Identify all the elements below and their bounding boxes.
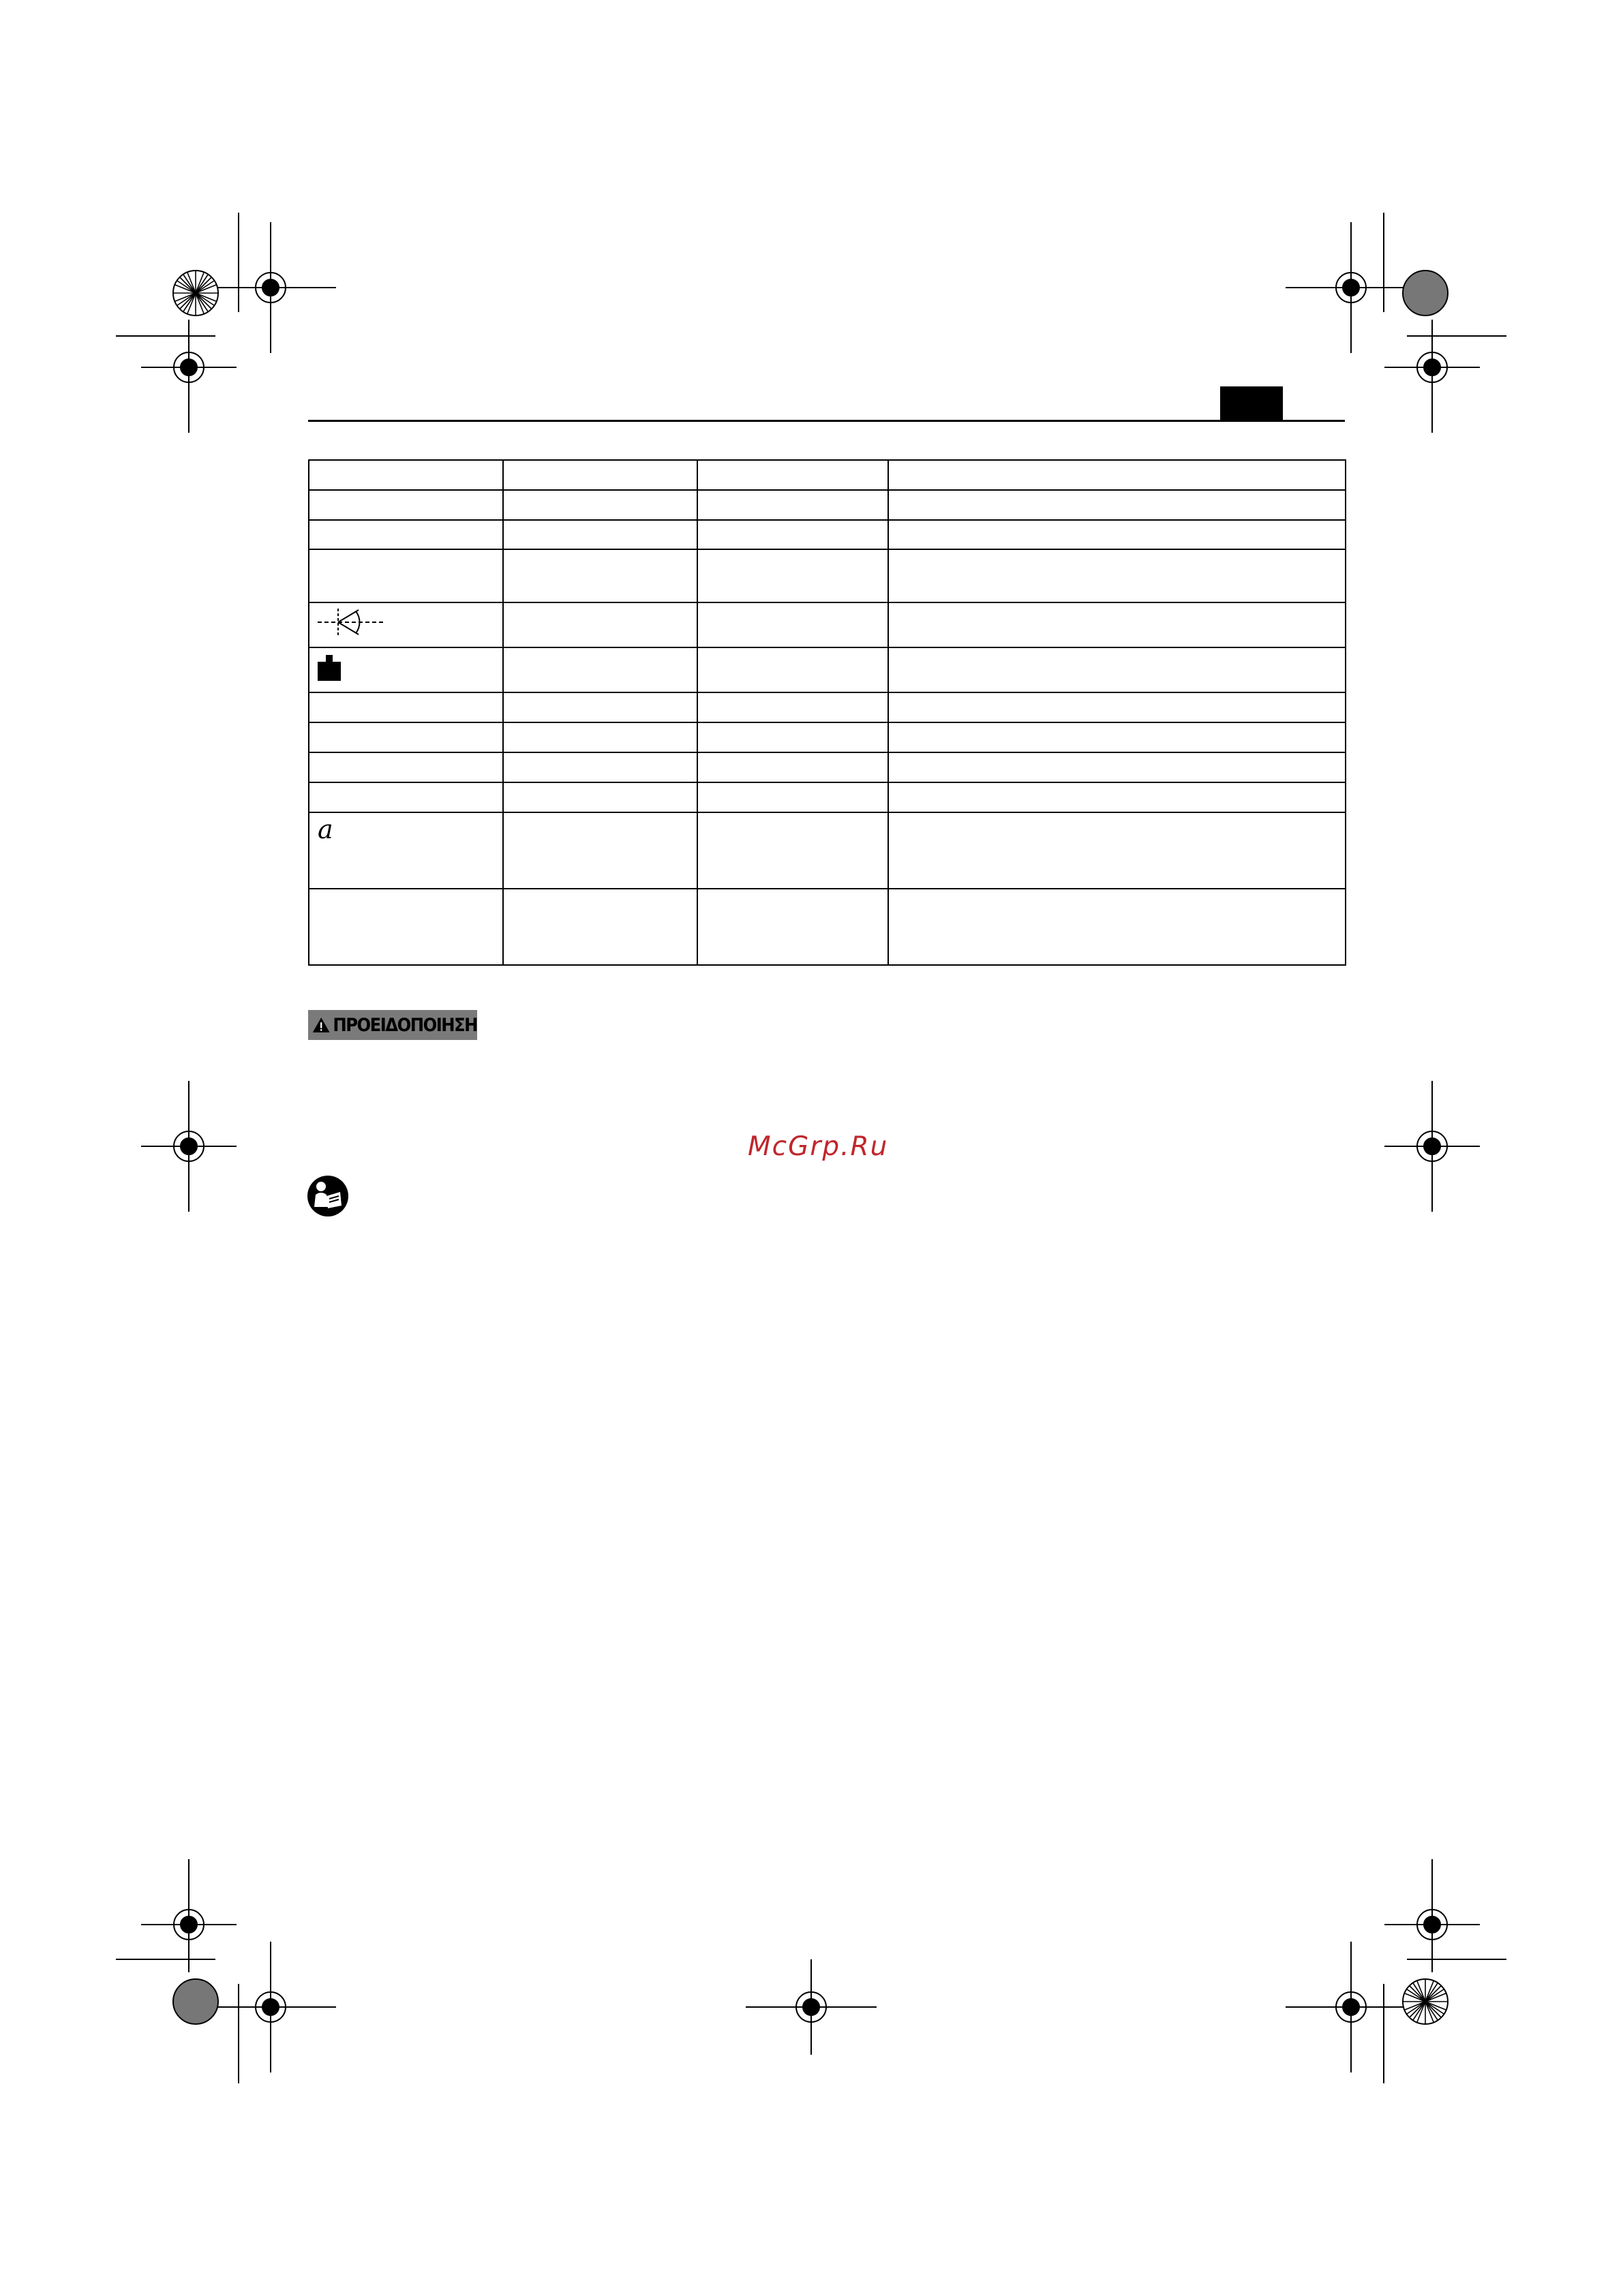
table-row (309, 782, 1346, 812)
table-row (309, 647, 1346, 692)
table-row (309, 549, 1346, 602)
angle-symbol-icon (316, 607, 384, 637)
language-tab (1220, 386, 1283, 420)
alpha-symbol: a (318, 814, 333, 845)
warning-label: ΠΡΟΕΙΔΟΠΟΙΗΣΗ (333, 1014, 477, 1036)
table-row (309, 889, 1346, 965)
table-row (309, 460, 1346, 490)
table-row (309, 812, 1346, 889)
warning-triangle-icon (312, 1014, 330, 1036)
technical-data-table (308, 459, 1346, 966)
warning-badge (308, 1010, 477, 1040)
weight-symbol-icon (316, 652, 344, 682)
table-row (309, 490, 1346, 520)
table-row (309, 722, 1346, 752)
header-rule (308, 420, 1345, 422)
table-row (309, 752, 1346, 782)
table-row (309, 602, 1346, 647)
table-row (309, 692, 1346, 722)
read-manual-icon (306, 1174, 350, 1218)
watermark: McGrp.Ru (748, 1131, 889, 1162)
table-row (309, 520, 1346, 549)
